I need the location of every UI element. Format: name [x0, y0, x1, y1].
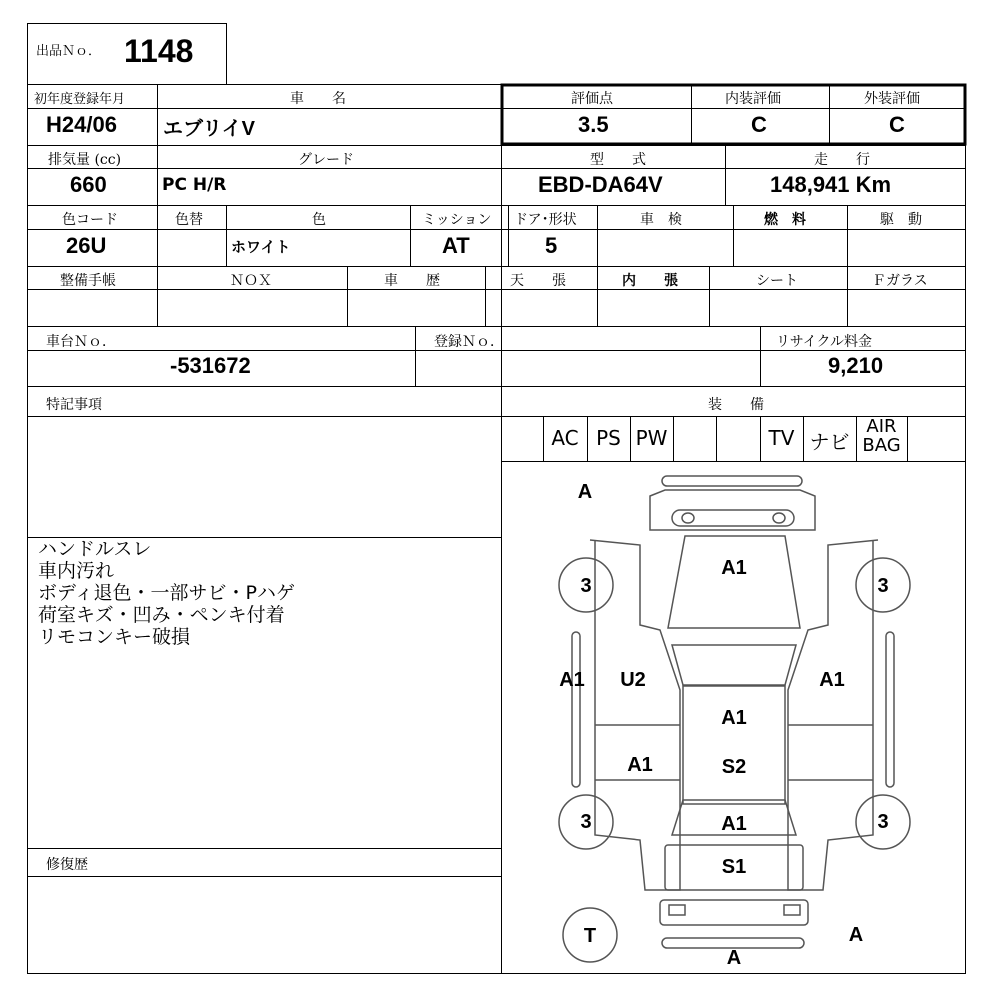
label-equipment: 装 備 — [708, 397, 764, 413]
mark-rear-corner: A — [848, 924, 864, 946]
label-car-name: 車 名 — [290, 91, 346, 107]
value-door: 5 — [545, 233, 558, 258]
equipment-tv: TV — [768, 426, 795, 450]
label-seat: シート — [756, 273, 798, 289]
equipment-pw: PW — [635, 426, 668, 450]
label-remarks: 特記事項 — [46, 397, 102, 413]
label-interior: 内装評価 — [725, 91, 781, 107]
label-mileage: 走 行 — [814, 152, 870, 168]
mark-roof-rear: S2 — [721, 756, 747, 778]
mark-left-front-tire: 3 — [580, 575, 592, 597]
label-nox: ＮＯＸ — [230, 273, 272, 289]
value-recycle: 9,210 — [828, 353, 884, 378]
label-model: 型 式 — [590, 152, 646, 168]
label-inspection: 車 検 — [640, 212, 682, 228]
label-grade: グレード — [298, 152, 354, 168]
label-repair-history: 修復歴 — [46, 857, 88, 873]
remark-item: 車内汚れ — [38, 560, 115, 582]
label-first-reg: 初年度登録年月 — [34, 92, 126, 107]
remark-item: ボディ退色・一部サビ・Pハゲ — [38, 582, 295, 604]
mark-left-front-fender: A1 — [559, 669, 585, 691]
mark-rear-bumper: A — [726, 947, 742, 969]
label-repaint: 色替 — [175, 212, 203, 228]
equipment-ac: AC — [551, 426, 579, 450]
equipment-ps: PS — [596, 426, 621, 450]
value-first-reg: H24/06 — [46, 112, 117, 137]
value-model: EBD-DA64V — [538, 172, 663, 197]
value-color: ホワイト — [231, 238, 291, 256]
lot-number: 1148 — [124, 33, 194, 69]
label-fuel: 燃 料 — [764, 212, 806, 228]
mark-left-front-door: U2 — [620, 669, 646, 691]
label-drive: 駆 動 — [880, 212, 922, 228]
value-exterior: C — [889, 112, 905, 137]
label-sunroof: 天 張 — [510, 273, 566, 289]
value-chassis-no: -531672 — [170, 353, 251, 378]
label-transmission: ミッション — [422, 212, 492, 228]
equipment-airbag: AIR BAG — [862, 416, 901, 456]
mark-right-front-tire: 3 — [877, 575, 889, 597]
mark-front-bumper: A — [577, 481, 593, 503]
equipment-navi: ナビ — [809, 430, 850, 454]
label-history: 車 歴 — [384, 273, 440, 289]
value-interior: C — [751, 112, 767, 137]
remark-item: ハンドルスレ — [38, 538, 152, 560]
value-mileage: 148,941 Km — [770, 172, 892, 197]
mark-left-rear-door: A1 — [627, 754, 653, 776]
label-color-code: 色コード — [62, 212, 118, 228]
mark-back-door: S1 — [721, 856, 747, 878]
label-service-book: 整備手帳 — [60, 273, 116, 289]
remark-item: リモコンキー破損 — [38, 626, 191, 648]
mark-roof-front: A1 — [721, 707, 747, 729]
mark-rear-window: A1 — [721, 813, 747, 835]
remark-item: 荷室キズ・凹み・ペンキ付着 — [38, 604, 285, 626]
value-color-code: 26U — [66, 233, 107, 258]
label-color: 色 — [312, 212, 326, 228]
label-recycle: リサイクル料金 — [776, 334, 873, 350]
label-door: ドア･形状 — [514, 212, 577, 228]
lot-label: 出品Ｎｏ． — [36, 44, 102, 59]
label-displacement: 排気量 (cc) — [48, 152, 122, 168]
value-transmission: AT — [442, 233, 470, 258]
label-exterior: 外装評価 — [864, 91, 920, 107]
label-interior-trim: 内 張 — [622, 273, 678, 289]
value-score: 3.5 — [578, 112, 609, 137]
mark-left-rear-tire: 3 — [580, 811, 592, 833]
label-score: 評価点 — [571, 91, 613, 107]
label-chassis-no: 車台Ｎｏ． — [46, 334, 116, 350]
mark-right-front-fender: A1 — [819, 669, 845, 691]
value-grade: PC H/R — [162, 175, 227, 195]
mark-hood: A1 — [721, 557, 747, 579]
value-car-name: エブリイV — [163, 118, 255, 140]
value-displacement: 660 — [70, 172, 107, 197]
mark-right-rear-tire: 3 — [877, 811, 889, 833]
label-reg-no: 登録Ｎｏ． — [434, 334, 504, 350]
mark-spare-tire: T — [583, 925, 597, 947]
label-glass: Ｆガラス — [872, 273, 928, 289]
